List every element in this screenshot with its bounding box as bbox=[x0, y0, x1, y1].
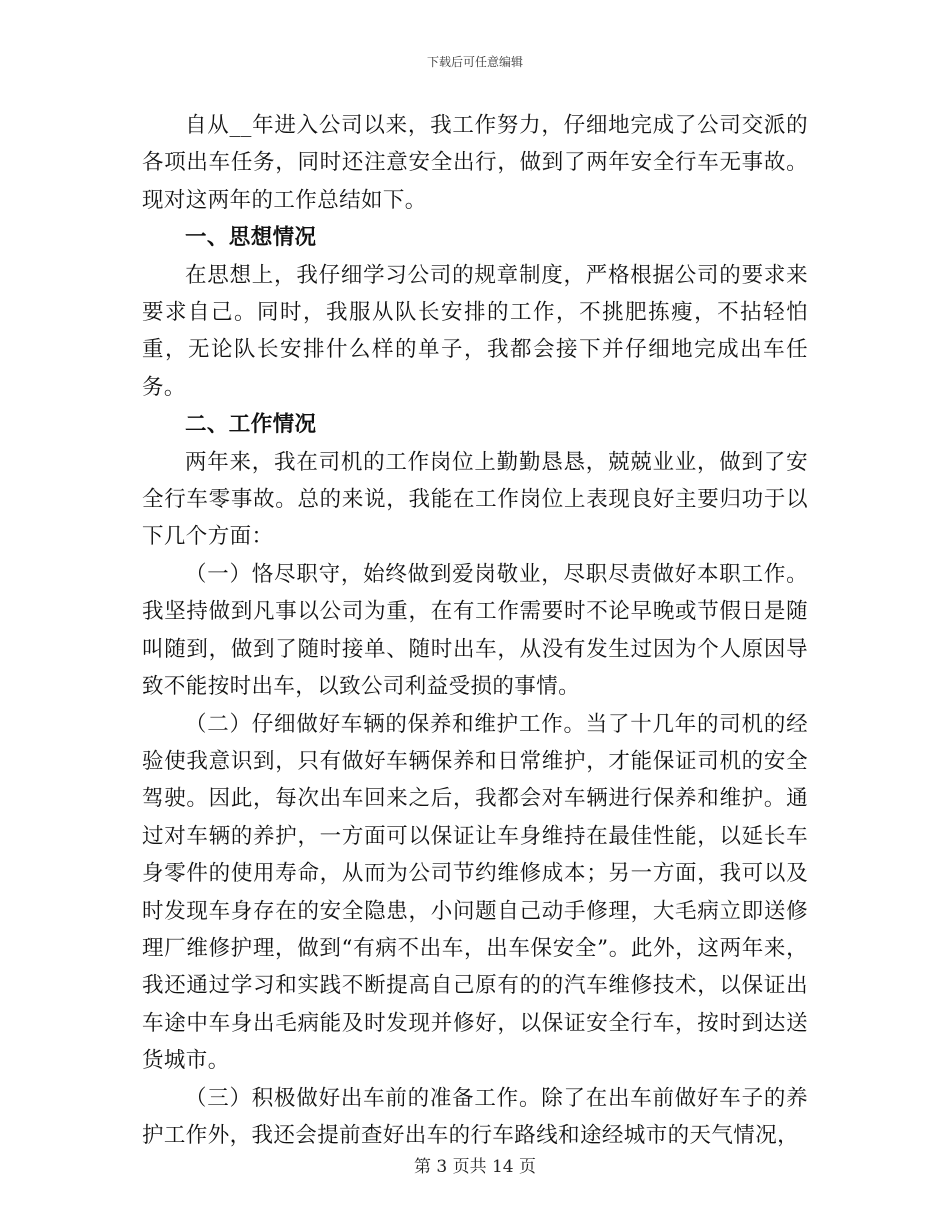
preparation-paragraph: （三）积极做好出车前的准备工作。除了在出车前做好车子的养护工作外，我还会提前查好出车的行车路线和途经城市的天气情况， bbox=[142, 1085, 808, 1148]
page-number: 第 3 页共 14 页 bbox=[413, 1157, 537, 1177]
document-body bbox=[142, 107, 808, 1154]
section-heading-thought: 一、思想情况 bbox=[185, 225, 317, 251]
duty-paragraph: （一）恪尽职守，始终做到爱岗敬业，尽职尽责做好本职工作。我坚持做到凡事以公司为重，在有工作需要时不论早晚或节假日是随叫随到，做到了随时接单、随时出车，从没有发生过因为个人原因导致不能按时出车，以致公司利益受损的事情。 bbox=[142, 561, 808, 700]
thought-paragraph: 在思想上，我仔细学习公司的规章制度，严格根据公司的要求来要求自己。同时，我服从队长安排的工作，不挑肥拣瘦，不拈轻怕重，无论队长安排什么样的单子，我都会接下并仔细地完成出车任务。 bbox=[142, 262, 808, 400]
maintenance-paragraph: （二）仔细做好车辆的保养和维护工作。当了十几年的司机的经验使我意识到，只有做好车辆保养和日常维护，才能保证司机的安全驾驶。因此，每次出车回来之后，我都会对车辆进行保养和维护。通过对车辆的养护，一方面可以保证让车身维持在最佳性能，以延长车身零件的使用寿命，从而为公司节约维修成本；另一方面，我可以及时发现车身存在的安全隐患，小问题自己动手修理，大毛病立即送修理厂维修护理，做到“有病不出车，出车保安全”。此外，这两年来，我还通过学习和实践不断提高自己原有的的汽车维修技术，以保证出车途中车身出毛病能及时发现并修好，以保证安全行车，按时到达送货城市。 bbox=[142, 711, 808, 1074]
intro-paragraph: 自从__年进入公司以来，我工作努力，仔细地完成了公司交派的各项出车任务，同时还注意安全出行，做到了两年安全行车无事故。现对这两年的工作总结如下。 bbox=[142, 113, 808, 213]
work-summary-paragraph: 两年来，我在司机的工作岗位上勤勤恳恳，兢兢业业，做到了安全行车零事故。总的来说，我能在工作岗位上表现良好主要归功于以下几个方面： bbox=[142, 449, 808, 550]
page-header: 下载后可任意编辑 bbox=[426, 55, 523, 69]
section-heading-work: 二、工作情况 bbox=[185, 412, 317, 438]
